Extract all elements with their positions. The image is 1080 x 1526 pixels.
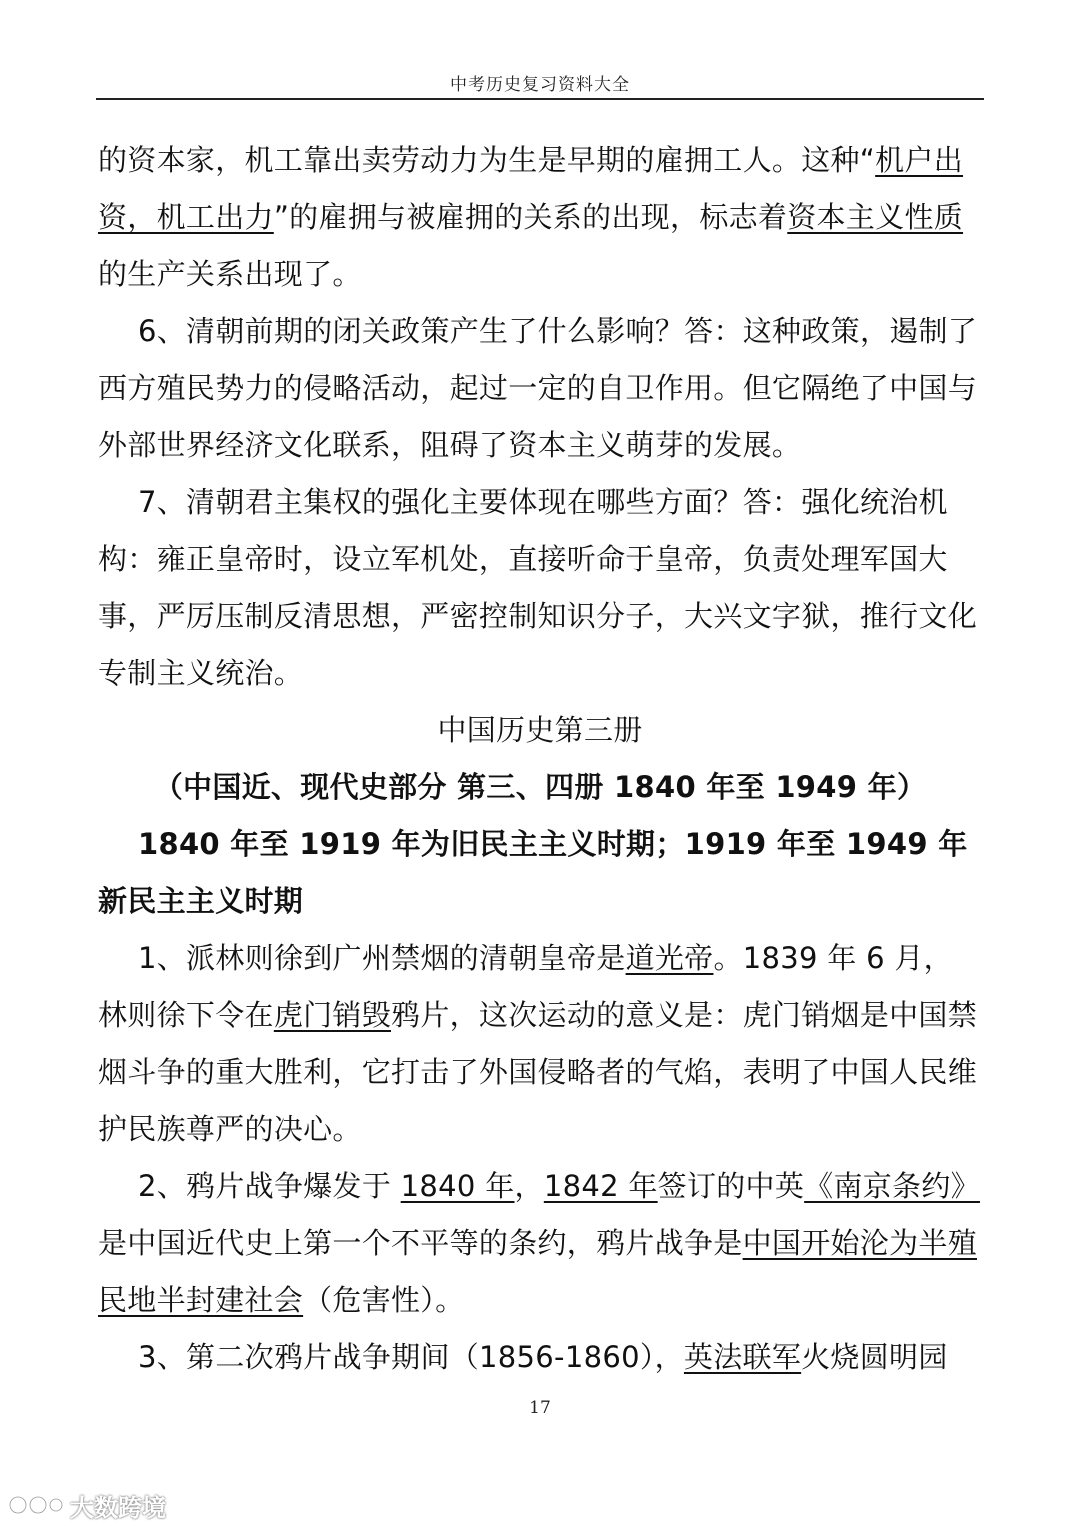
paragraph — [98, 303, 982, 474]
text-run: 的生产关系出现了。 — [98, 257, 362, 291]
paragraph — [98, 1158, 982, 1329]
text-run: 签订的中英 — [657, 1169, 805, 1203]
text-run: ， — [514, 1169, 544, 1203]
text-run: （危害性）。 — [303, 1283, 465, 1317]
underlined-term: 资本主义性质 — [787, 200, 964, 234]
text-run: （中国近、现代史部分 第三、四册 1840 年至 1949 年） — [153, 770, 927, 804]
text-run: 7、清朝君主集权的强化主要体现在哪些方面？答：强化统治机构：雍正皇帝时，设立军机处，直接听命于皇帝，负责处理军国大事，严厉压制反清思想，严密控制知识分子，大兴文字狱，推行文化专制主义统治。 — [98, 485, 978, 690]
underlined-term: 《南京条约》 — [804, 1169, 980, 1203]
text-run: 中国历史第三册 — [437, 713, 643, 747]
text-run: 的资本家，机工靠出卖劳动力为生是早期的雇拥工人。这种“ — [98, 143, 876, 177]
underlined-term: 1840 年 — [400, 1169, 515, 1203]
paragraph — [98, 474, 982, 702]
paragraph — [98, 816, 982, 930]
paragraph — [98, 132, 982, 303]
text-run: 1840 年至 1919 年为旧民主主义时期；1919 年至 1949 年新民主主义时期 — [98, 827, 968, 918]
underlined-term: 虎门销毁 — [273, 998, 392, 1032]
text-run: 是中国近代史上第一个不平等的条约，鸦片战争是 — [98, 1226, 743, 1260]
text-run: 3、第二次鸦片战争期间（1856-1860）， — [138, 1340, 684, 1374]
document-body — [98, 132, 982, 1386]
underlined-term: 英法联军 — [683, 1340, 802, 1374]
paragraph — [98, 930, 982, 1158]
text-run: 1、派林则徐到广州禁烟的清朝皇帝是 — [138, 941, 626, 975]
watermark-text: 大数跨境 — [70, 1493, 166, 1522]
text-run: 6、清朝前期的闭关政策产生了什么影响？答：这种政策，遏制了西方殖民势力的侵略活动，起过一定的自卫作用。但它隔绝了中国与外部世界经济文化联系，阻碍了资本主义萌芽的发展。 — [98, 314, 978, 462]
page-header: 中考历史复习资料大全 — [450, 75, 630, 95]
text-run: 。1839 年 6 月，林则徐下令在 — [98, 941, 953, 1032]
header-rule — [96, 98, 984, 100]
page-number: 17 — [529, 1398, 551, 1418]
text-run: 2、鸦片战争爆发于 — [138, 1169, 401, 1203]
paragraph — [98, 1329, 982, 1386]
text-run: ”的雇拥与被雇拥的关系的出现，标志着 — [273, 200, 788, 234]
underlined-term: 道光帝 — [625, 941, 714, 975]
watermark — [8, 1488, 166, 1522]
paragraph — [98, 759, 982, 816]
underlined-term: 中国开始沦为半殖民地半封建社会 — [98, 1226, 978, 1317]
underlined-term: 机户出资，机工出力 — [98, 143, 964, 234]
text-run: 鸦片，这次运动的意义是：虎门销烟是中国禁烟斗争的重大胜利，它打击了外国侵略者的气焰，表明了中国人民维护民族尊严的决心。 — [98, 998, 978, 1146]
underlined-term: 1842 年 — [543, 1169, 658, 1203]
watermark-logo-icon — [8, 1490, 64, 1520]
text-run: 火烧圆明园 — [801, 1340, 948, 1374]
paragraph — [98, 702, 982, 759]
